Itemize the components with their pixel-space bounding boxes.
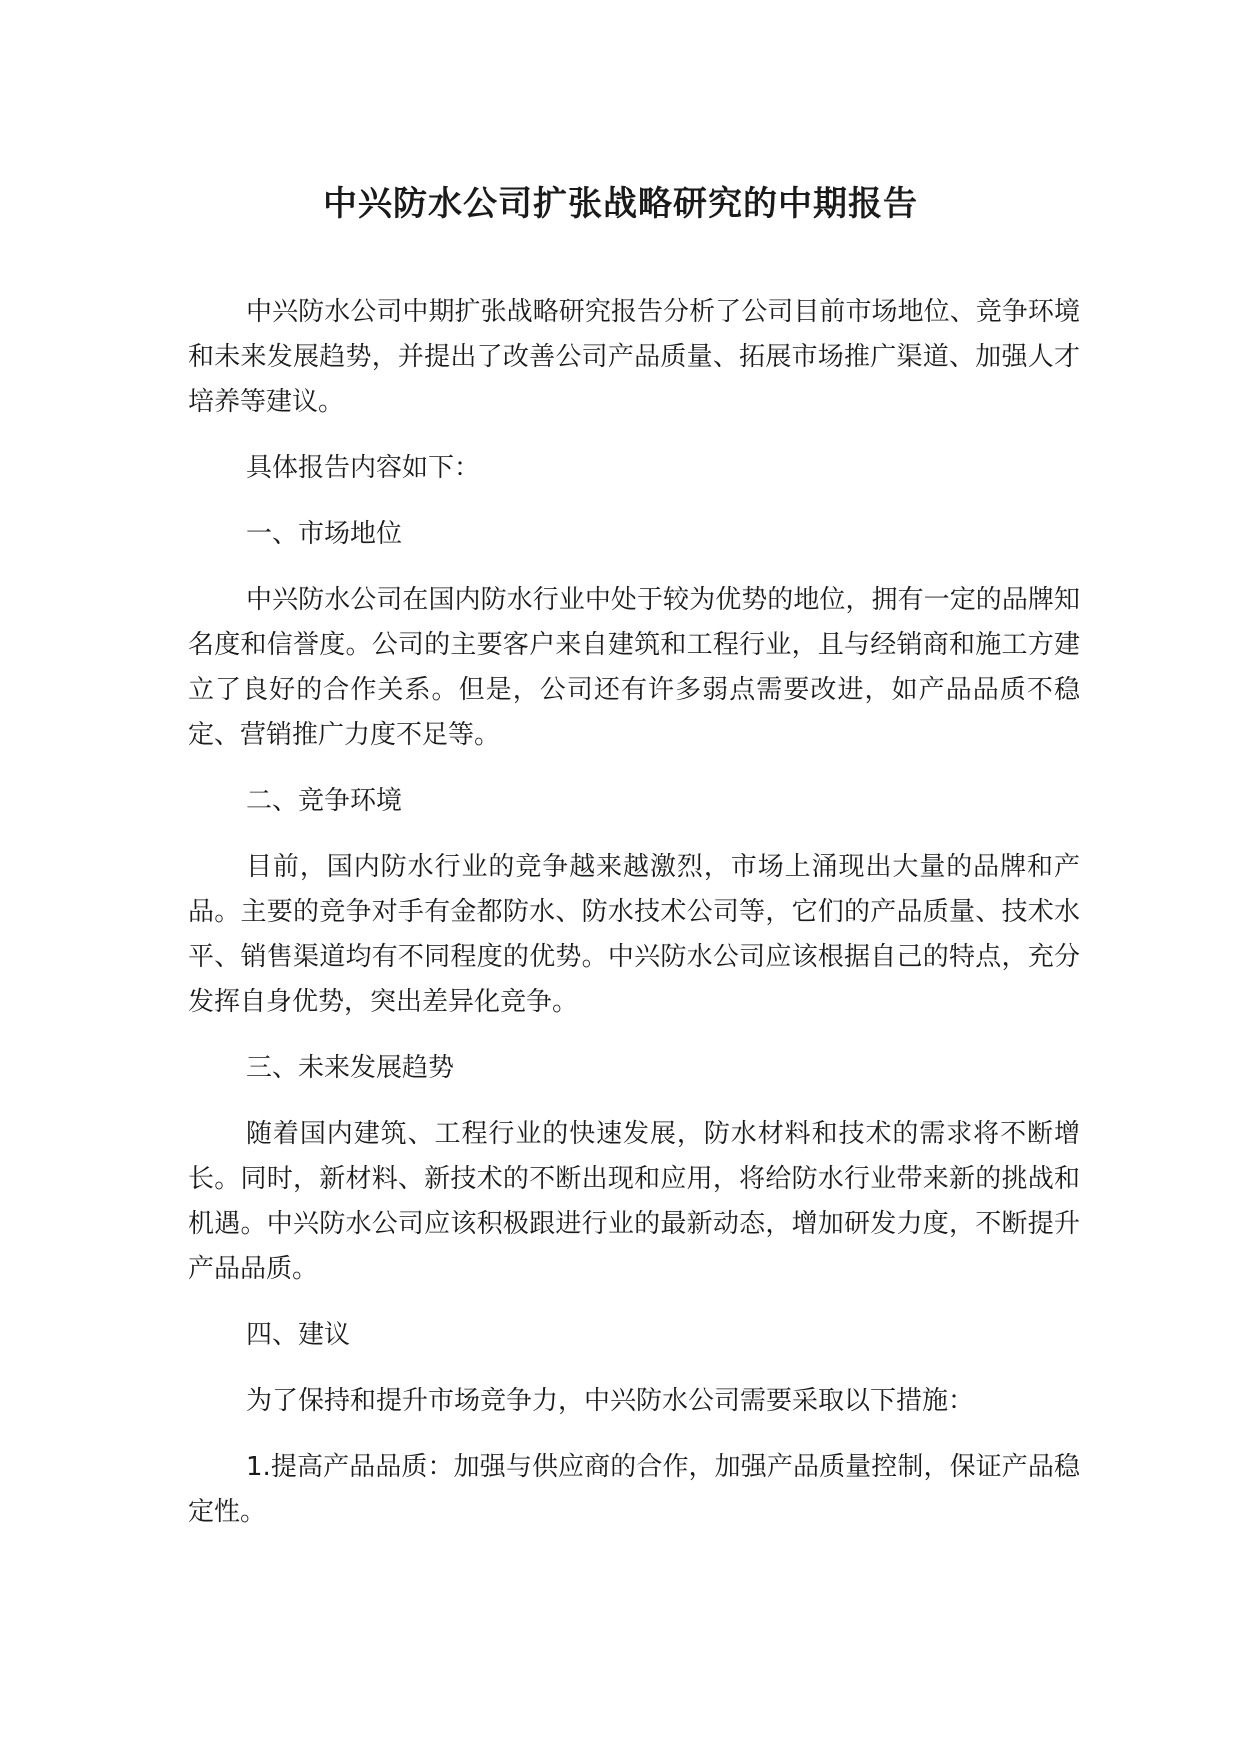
section-heading-suggestions: 四、建议	[246, 1320, 351, 1350]
market-position-paragraph: 中兴防水公司在国内防水行业中处于较为优势的地位，拥有一定的品牌知名度和信誉度。公司的主要客户来自建筑和工程行业，且与经销商和施工方建立了良好的合作关系。但是，公司还有许多弱点需要改进，如产品品质不稳定、营销推广力度不足等。	[188, 585, 1080, 750]
competition-paragraph: 目前，国内防水行业的竞争越来越激烈，市场上涌现出大量的品牌和产品。主要的竞争对手有金都防水、防水技术公司等，它们的产品质量、技术水平、销售渠道均有不同程度的优势。中兴防水公司应该根据自己的特点，充分发挥自身优势，突出差异化竞争。	[188, 852, 1080, 1017]
suggestion-item-1: 1.提高产品品质：加强与供应商的合作，加强产品质量控制，保证产品稳定性。	[188, 1452, 1080, 1527]
document-title: 中兴防水公司扩张战略研究的中期报告	[323, 184, 918, 224]
section-heading-future-trends: 三、未来发展趋势	[246, 1053, 455, 1083]
content-lead-in: 具体报告内容如下：	[246, 453, 481, 483]
suggestions-intro-paragraph: 为了保持和提升市场竞争力，中兴防水公司需要采取以下措施：	[246, 1386, 975, 1416]
section-heading-market-position: 一、市场地位	[246, 519, 403, 549]
intro-paragraph: 中兴防水公司中期扩张战略研究报告分析了公司目前市场地位、竞争环境和未来发展趋势，并提出了改善公司产品质量、拓展市场推广渠道、加强人才培养等建议。	[188, 297, 1080, 417]
document-body	[188, 290, 1080, 1556]
section-heading-competition: 二、竞争环境	[246, 786, 403, 816]
future-trends-paragraph: 随着国内建筑、工程行业的快速发展，防水材料和技术的需求将不断增长。同时，新材料、新技术的不断出现和应用，将给防水行业带来新的挑战和机遇。中兴防水公司应该积极跟进行业的最新动态，增加研发力度，不断提升产品品质。	[188, 1119, 1080, 1284]
